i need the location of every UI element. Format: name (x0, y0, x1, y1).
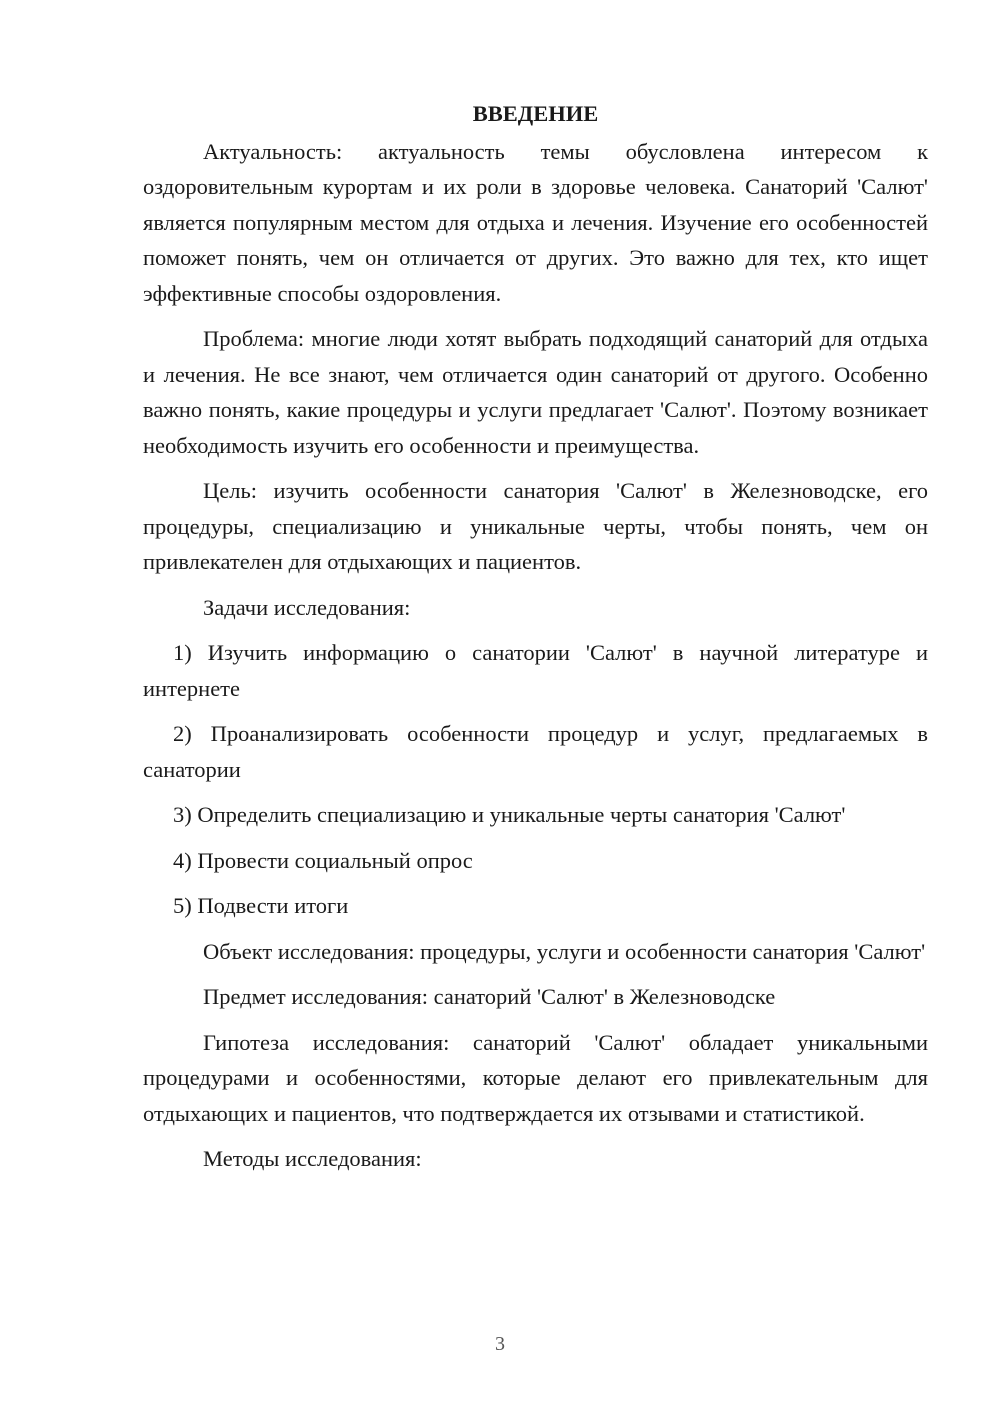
paragraph-problem: Проблема: многие люди хотят выбрать подходящий санаторий для отдыха и лечения. Не все знают, чем отличается один санаторий от другого. Особенно важно понять, какие процедуры и услуги предлагает 'Салют'. Поэтому возникает необходимость изучить его особенности и преимущества. (143, 326, 928, 458)
paragraph-methods: Методы исследования: (203, 1146, 422, 1171)
section-title: ВВЕДЕНИЕ (472, 101, 599, 126)
paragraph-relevance: Актуальность: актуальность темы обусловлена интересом к оздоровительным курортам и их роли в здоровье человека. Санаторий 'Салют' является популярным местом для отдыха и лечения. Изучение его особенностей поможет понять, чем он отличается от других. Это важно для тех, кто ищет эффективные способы оздоровления. (143, 138, 928, 306)
paragraph-hypothesis: Гипотеза исследования: санаторий 'Салют' обладает уникальными процедурами и особенностями, которые делают его привлекательным для отдыхающих и пациентов, что подтверждается их отзывами и статистикой. (143, 1029, 928, 1126)
list-item-task-2: 2) Проанализировать особенности процедур и услуг, предлагаемых в санатории (143, 721, 928, 782)
list-item-task-4: 4) Провести социальный опрос (173, 847, 473, 873)
paragraph-tasks-heading: Задачи исследования: (203, 594, 411, 620)
document-body (143, 96, 928, 1187)
page-number: 3 (495, 1333, 505, 1355)
list-item-task-1: 1) Изучить информацию о санатории 'Салют' в научной литературе и интернете (143, 640, 928, 701)
list-item-task-3: 3) Определить специализацию и уникальные черты санатория 'Салют' (173, 802, 846, 827)
paragraph-goal: Цель: изучить особенности санатория 'Салют' в Железноводске, его процедуры, специализацию и уникальные черты, чтобы понять, чем он привлекателен для отдыхающих и пациентов. (143, 478, 928, 574)
paragraph-object: Объект исследования: процедуры, услуги и особенности санатория 'Салют' (203, 938, 926, 964)
paragraph-subject: Предмет исследования: санаторий 'Салют' в Железноводске (203, 984, 776, 1009)
list-item-task-5: 5) Подвести итоги (173, 893, 349, 918)
